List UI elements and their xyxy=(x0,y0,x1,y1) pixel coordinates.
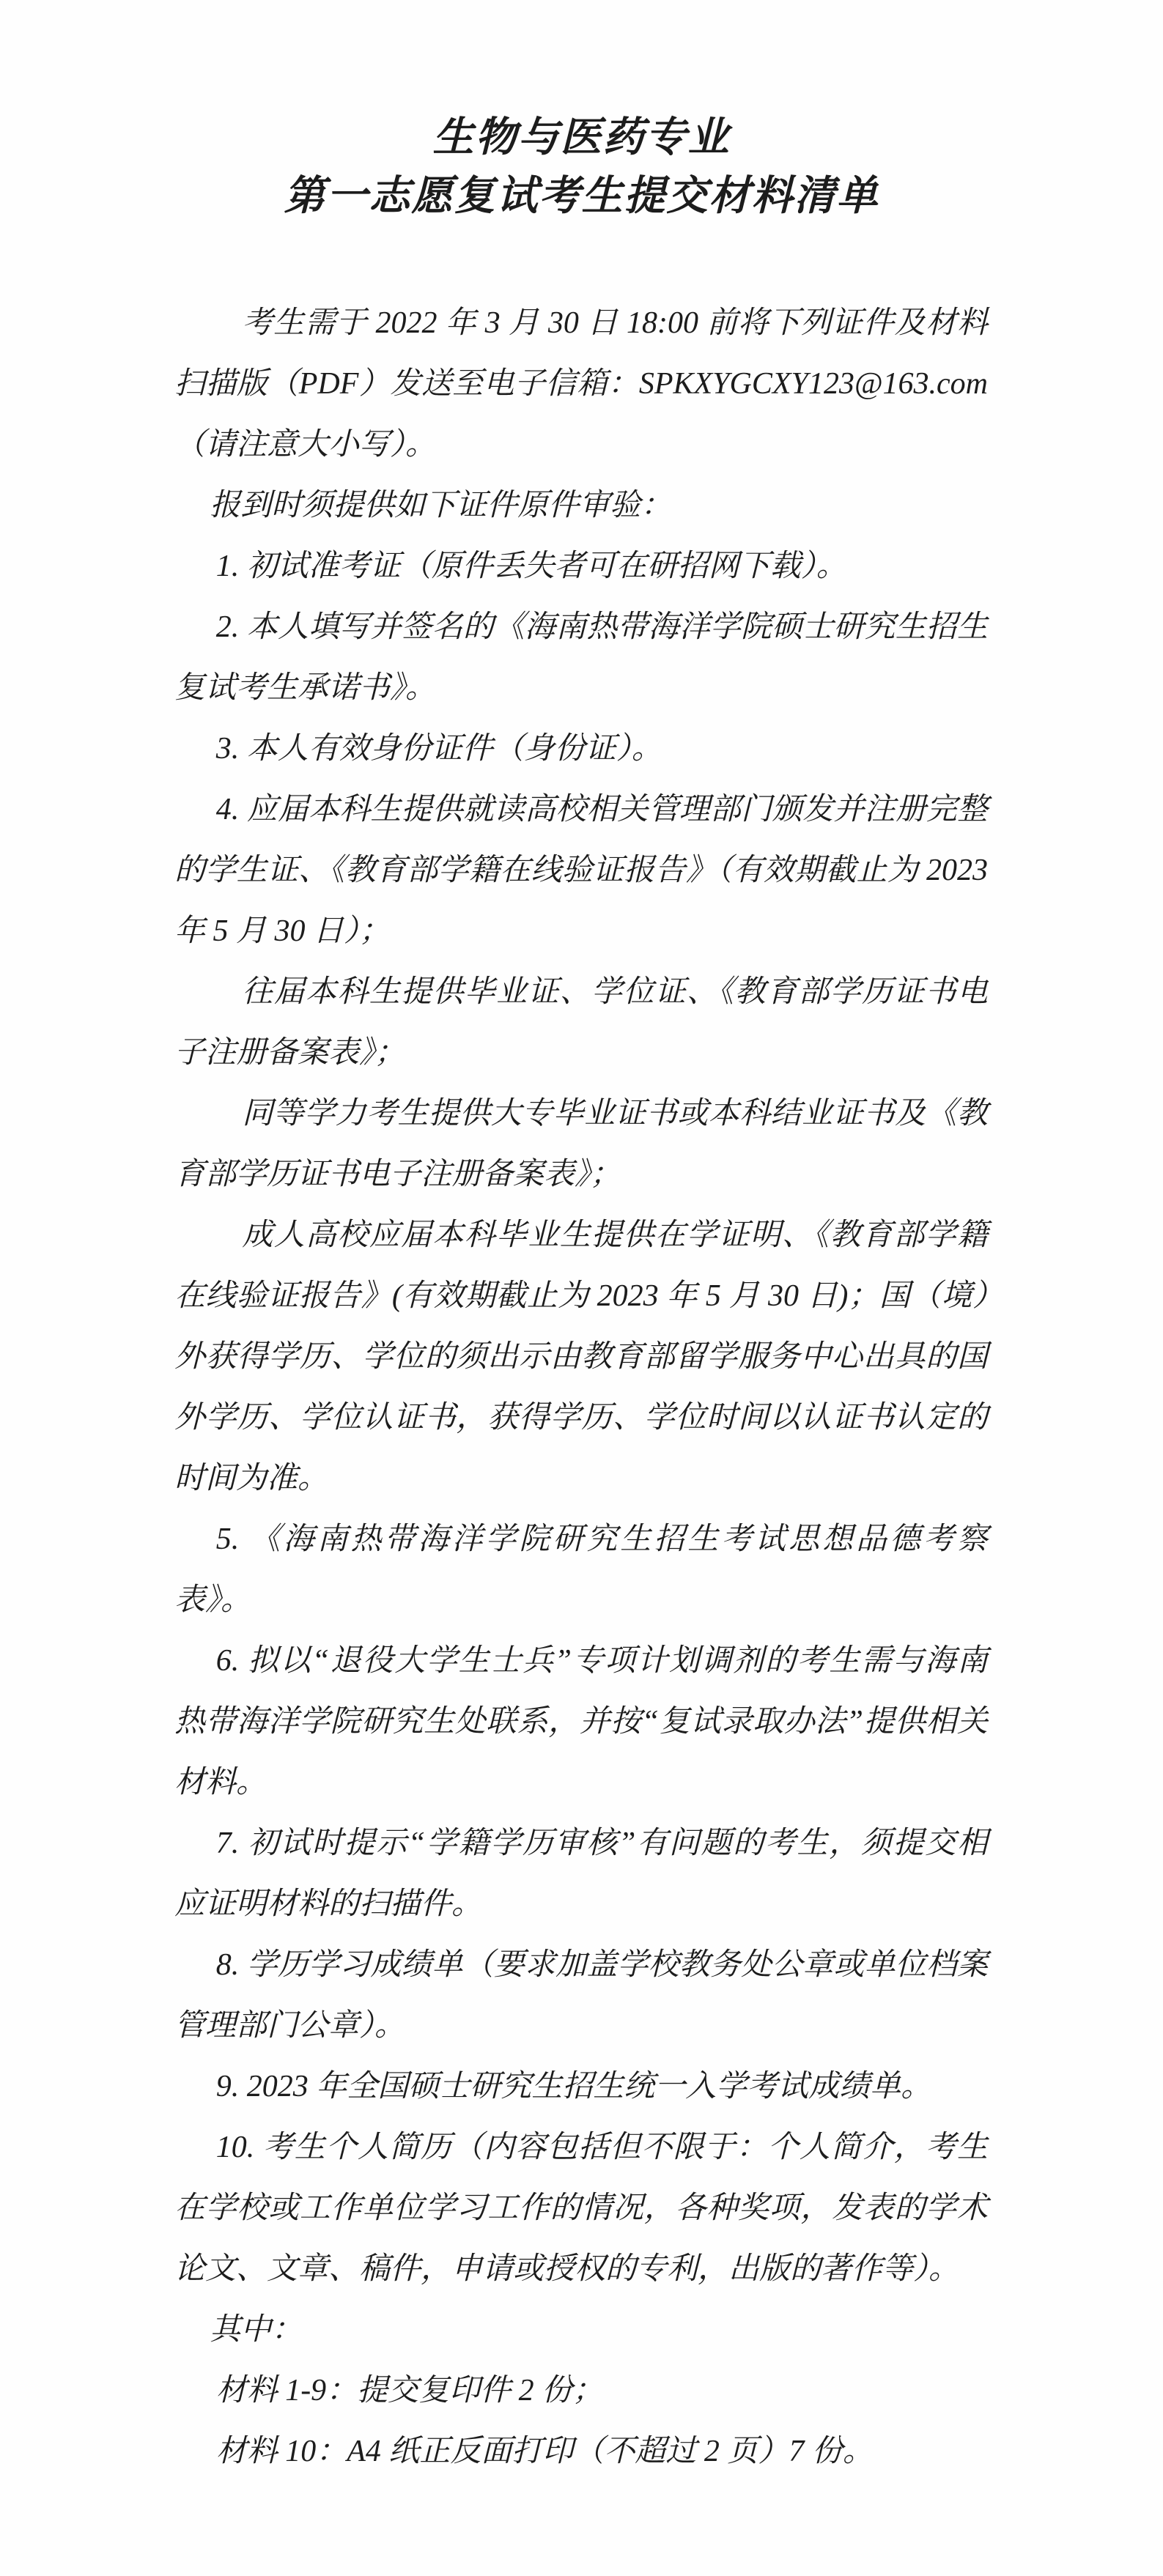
list-item-1: 1. 初试准考证（原件丢失者可在研招网下载）。 xyxy=(215,549,847,583)
list-item-2: 2. 本人填写并签名的《海南热带海洋学院硕士研究生招生复试考生承诺书》。 xyxy=(174,610,988,705)
paragraph-copies-1-9: 材料 1-9：提交复印件 2 份； xyxy=(215,2374,604,2407)
list-item-6: 6. 拟以“退役大学生士兵”专项计划调剂的考生需与海南热带海洋学院研究生处联系，并按“复试录取办法”提供相关材料。 xyxy=(174,1644,988,1799)
list-item-3: 3. 本人有效身份证件（身份证）。 xyxy=(215,732,662,766)
list-item-5: 5. 《海南热带海洋学院研究生招生考试思想品德考察表》。 xyxy=(174,1522,988,1617)
paragraph-intro: 考生需于 2022 年 3 月 30 日 18:00 前将下列证件及材料扫描版（PDF）发送至电子信箱：SPKXYGCXY123@163.com（请注意大小写）。 xyxy=(174,306,988,462)
document-body xyxy=(174,293,988,2482)
list-item-10: 10. 考生个人简历（内容包括但不限于：个人简介，考生在学校或工作单位学习工作的情况，各种奖项，发表的学术论文、文章、稿件，申请或授权的专利，出版的著作等）。 xyxy=(174,2131,988,2286)
list-item-9: 9. 2023 年全国硕士研究生招生统一入学考试成绩单。 xyxy=(215,2070,932,2103)
list-item-8: 8. 学历学习成绩单（要求加盖学校教务处公章或单位档案管理部门公章）。 xyxy=(174,1948,988,2043)
list-item-4-sub-3: 成人高校应届本科毕业生提供在学证明、《教育部学籍在线验证报告》(有效期截止为 2023 年 5 月 30 日)；国（境）外获得学历、学位的须出示由教育部留学服务中心出具的国外学历、学位认证书，获得学历、学位时间以认证书认定的时间为准。 xyxy=(174,1218,988,1495)
document-title-line-2: 第一志愿复试考生提交材料清单 xyxy=(284,174,879,219)
list-item-4: 4. 应届本科生提供就读高校相关管理部门颁发并注册完整的学生证、《教育部学籍在线验证报告》（有效期截止为 2023 年 5 月 30 日）； xyxy=(174,793,988,948)
paragraph-among-which: 其中： xyxy=(210,2313,303,2347)
list-item-7: 7. 初试时提示“学籍学历审核”有问题的考生，须提交相应证明材料的扫描件。 xyxy=(174,1826,988,1921)
document-title-line-1: 生物与医药专业 xyxy=(432,115,731,160)
document-header xyxy=(0,0,1163,226)
paragraph-copies-10: 材料 10：A4 纸正反面打印（不超过 2 页）7 份。 xyxy=(215,2435,874,2468)
list-item-4-sub-2: 同等学力考生提供大专毕业证书或本科结业证书及《教育部学历证书电子注册备案表》； xyxy=(174,1097,988,1191)
paragraph-checkin-note: 报到时须提供如下证件原件审验： xyxy=(210,489,672,522)
list-item-4-sub-1: 往届本科生提供毕业证、学位证、《教育部学历证书电子注册备案表》； xyxy=(174,975,988,1070)
